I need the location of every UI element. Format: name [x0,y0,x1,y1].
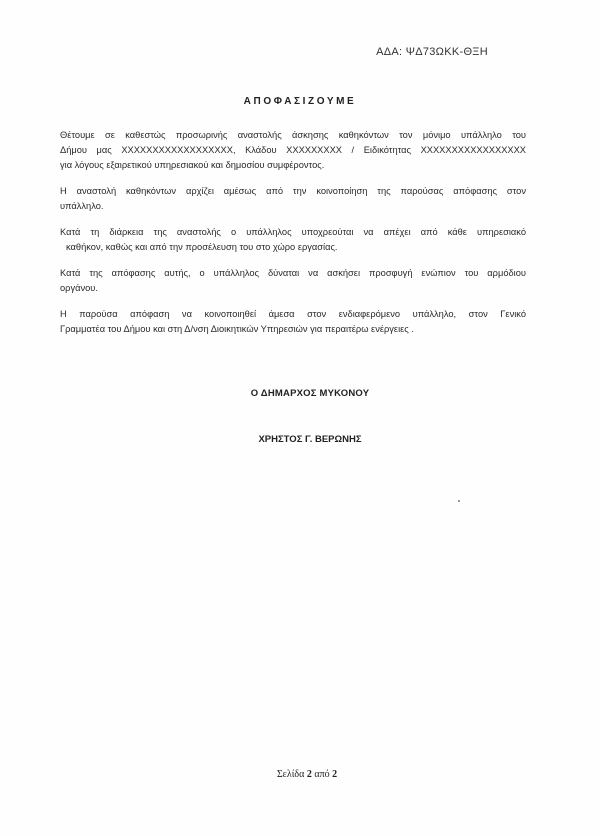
paragraph-line: καθήκον, καθώς και από την προσέλευση του στο χώρο εργασίας. [66,242,338,252]
footer-page-number: 2 [306,769,312,780]
ada-code: ΑΔΑ: ΨΔ73ΩΚΚ-ΘΞΗ [376,46,488,58]
paragraph-line: Η αναστολή καθηκόντων αρχίζει αμέσως από την κοινοποίηση της παρούσας απόφασης στον [60,186,526,196]
paragraph-start [60,184,526,214]
decision-heading: ΑΠΟΦΑΣΙΖΟΥΜΕ [243,96,357,107]
signer-title: Ο ΔΗΜΑΡΧΟΣ ΜΥΚΟΝΟΥ [250,388,370,399]
paragraph-line: Κατά τη διάρκεια της αναστολής ο υπάλληλος υποχρεούται να απέχει από κάθε υπηρεσιακό [60,227,526,237]
footer-total-pages: 2 [332,769,338,780]
footer-prefix: Σελίδα [276,769,305,780]
paragraph-line: για λόγους εξαιρετικού υπηρεσιακού και δημοσίου συμφέροντος. [60,160,325,170]
decision-body [60,128,526,348]
paragraph-appeal [60,266,526,296]
paragraph-line: υπάλληλο. [60,201,104,211]
paragraph-suspension [60,128,526,173]
paragraph-line: Δήμου μας XXXXXXXXXXXXXXXXXX, Κλάδου XXXXXXXXX / Ειδικότητας XXXXXXXXXXXXXXXXX [60,145,526,155]
paragraph-duration [60,225,526,255]
signer-name: ΧΡΗΣΤΟΣ Γ. ΒΕΡΩΝΗΣ [258,434,362,445]
paragraph-notification [60,307,526,337]
scan-speck [458,500,460,502]
page-footer [0,769,600,780]
paragraph-line: Κατά της απόφασης αυτής, ο υπάλληλος δύναται να ασκήσει προσφυγή ενώπιον του αρμόδιου [60,268,526,278]
footer-of: από [314,769,330,780]
paragraph-line: Η παρούσα απόφαση να κοινοποιηθεί άμεσα στον ενδιαφερόμενο υπάλληλο, στον Γενικό [60,309,526,319]
paragraph-line: οργάνου. [60,283,98,293]
paragraph-line: Γραμματέα του Δήμου και στη Δ/νση Διοικητικών Υπηρεσιών για περαιτέρω ενέργειες . [60,324,414,334]
paragraph-line: Θέτουμε σε καθεστώς προσωρινής αναστολής άσκησης καθηκόντων τον μόνιμο υπάλληλο του [60,130,526,140]
